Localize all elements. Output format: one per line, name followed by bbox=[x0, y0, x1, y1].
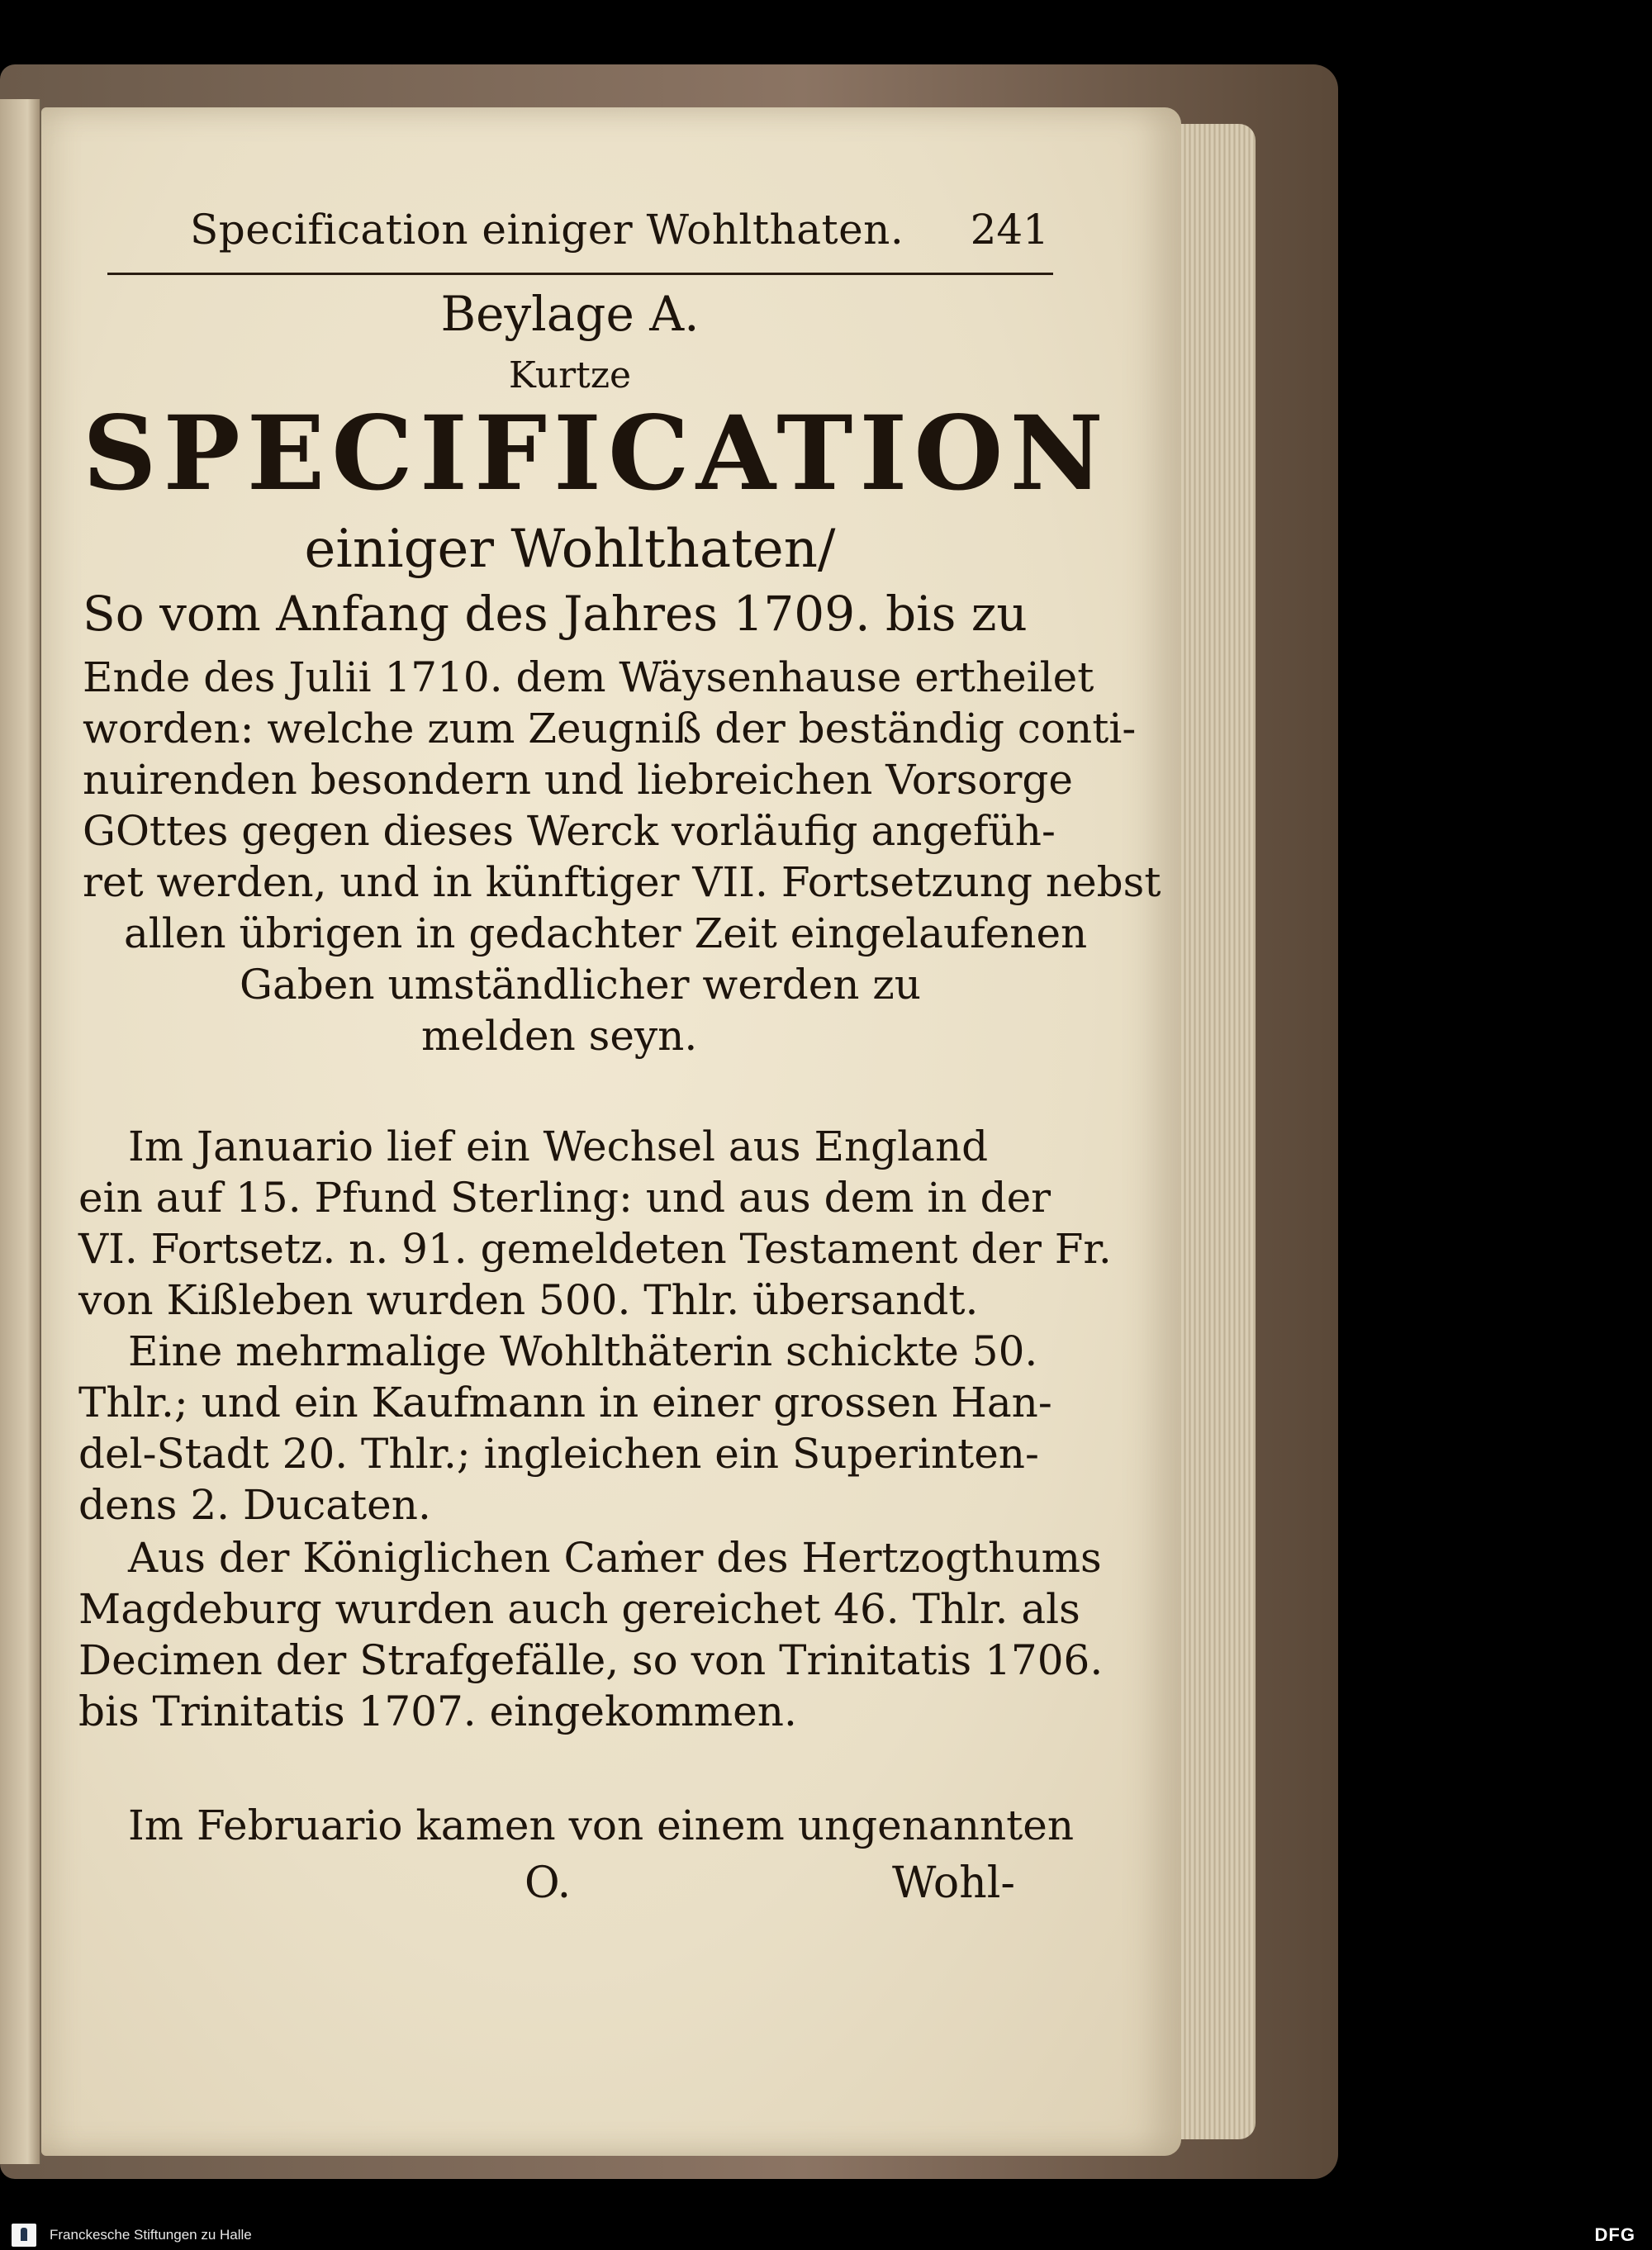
footer-bar bbox=[0, 2220, 1652, 2250]
body-line: Thlr.; und ein Kaufmann in einer grossen Han- bbox=[78, 1379, 1052, 1426]
institution-name: Franckesche Stiftungen zu Halle bbox=[50, 2227, 252, 2243]
body-line: bis Trinitatis 1707. eingekommen. bbox=[78, 1688, 797, 1735]
page-number: 241 bbox=[970, 206, 1049, 254]
intro-line: So vom Anfang des Jahres 1709. bis zu bbox=[83, 586, 1028, 642]
intro-line: melden seyn. bbox=[421, 1012, 698, 1060]
header-rule bbox=[107, 273, 1053, 275]
body-line: Decimen der Strafgefälle, so von Trinitatis 1706. bbox=[78, 1636, 1104, 1684]
intro-line: Ende des Julii 1710. dem Wäysenhause ertheilet bbox=[83, 653, 1094, 701]
intro-line: GOttes gegen dieses Werck vorläufig angefüh- bbox=[83, 807, 1056, 855]
main-title: SPECIFICATION bbox=[83, 394, 1110, 514]
body-line: Im Januario lief ein Wechsel aus England bbox=[128, 1123, 989, 1170]
dfg-logo: DFG bbox=[1594, 2224, 1635, 2245]
facing-page-edge bbox=[0, 99, 41, 2164]
kurtze-label: Kurtze bbox=[508, 354, 632, 396]
institution-logo-icon bbox=[12, 2224, 36, 2247]
intro-line: ret werden, und in künftiger VII. Fortsetzung nebst bbox=[83, 858, 1161, 906]
body-line: von Kißleben wurden 500. Thlr. übersandt. bbox=[78, 1276, 979, 1324]
body-line: Aus der Königlichen Caṁer des Hertzogthums bbox=[128, 1534, 1102, 1582]
body-line: del-Stadt 20. Thlr.; ingleichen ein Superinten- bbox=[78, 1430, 1039, 1478]
body-line: Im Februario kamen von einem ungenannten bbox=[128, 1801, 1075, 1849]
intro-line: nuirenden besondern und liebreichen Vorsorge bbox=[83, 756, 1073, 804]
running-head bbox=[190, 205, 1049, 254]
body-line: VI. Fortsetz. n. 91. gemeldeten Testament der Fr. bbox=[78, 1225, 1112, 1273]
catchword: Wohl- bbox=[892, 1858, 1015, 1908]
intro-line: Gaben umständlicher werden zu bbox=[240, 961, 921, 1009]
body-line: ein auf 15. Pfund Sterling: und aus dem in der bbox=[78, 1174, 1051, 1222]
catchword-left: O. bbox=[525, 1858, 572, 1908]
intro-line: allen übrigen in gedachter Zeit eingelaufenen bbox=[124, 909, 1088, 957]
subtitle: einiger Wohlthaten/ bbox=[304, 519, 836, 580]
intro-line: worden: welche zum Zeugniß der beständig conti- bbox=[83, 705, 1137, 752]
appendix-label: Beylage A. bbox=[440, 286, 700, 342]
body-line: dens 2. Ducaten. bbox=[78, 1481, 431, 1529]
body-line: Eine mehrmalige Wohlthäterin schickte 50. bbox=[128, 1327, 1038, 1375]
running-title: Specification einiger Wohlthaten. bbox=[190, 206, 904, 254]
body-line: Magdeburg wurden auch gereichet 46. Thlr. als bbox=[78, 1585, 1080, 1633]
